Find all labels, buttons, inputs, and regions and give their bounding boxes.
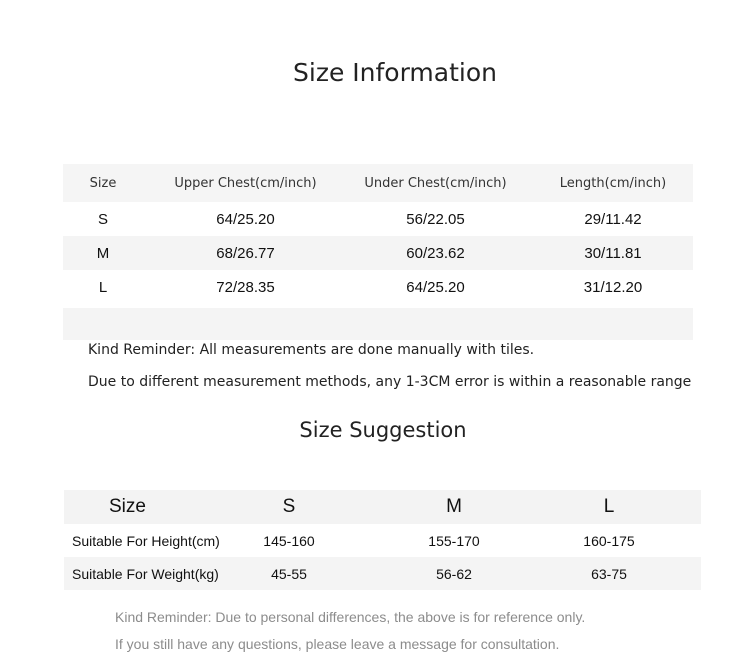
measurement-error-note: Due to different measurement methods, any 1-3CM error is within a reasonable range xyxy=(88,374,692,390)
row-label: Suitable For Height(cm) xyxy=(72,532,220,549)
length-cell: 29/11.42 xyxy=(584,210,642,228)
under-chest-cell: 56/22.05 xyxy=(406,210,465,228)
table-row xyxy=(63,270,693,304)
size-cell: L xyxy=(98,278,108,296)
header-under-chest: Under Chest(cm/inch) xyxy=(364,175,507,191)
table-row xyxy=(63,202,693,236)
header-s: S xyxy=(282,496,296,517)
size-information-table xyxy=(63,164,693,340)
table-row xyxy=(64,557,701,590)
s-cell: 45-55 xyxy=(271,565,307,582)
table-header-row xyxy=(63,164,693,202)
s-cell: 145-160 xyxy=(263,532,315,549)
header-l: L xyxy=(603,496,615,517)
table-header-row xyxy=(64,490,701,524)
l-cell: 63-75 xyxy=(591,565,627,582)
header-size: Size xyxy=(89,175,117,191)
under-chest-cell: 64/25.20 xyxy=(406,278,465,296)
size-suggestion-table xyxy=(64,490,701,590)
upper-chest-cell: 72/28.35 xyxy=(216,278,275,296)
header-upper-chest: Upper Chest(cm/inch) xyxy=(174,175,317,191)
upper-chest-cell: 68/26.77 xyxy=(216,244,275,262)
l-cell: 160-175 xyxy=(583,532,635,549)
length-cell: 31/12.20 xyxy=(583,278,643,296)
table-footer-band xyxy=(63,308,693,340)
size-suggestion-title: Size Suggestion xyxy=(299,418,467,442)
size-cell: M xyxy=(96,244,110,262)
m-cell: 56-62 xyxy=(436,565,472,582)
under-chest-cell: 60/23.62 xyxy=(406,244,465,262)
size-information-title: Size Information xyxy=(293,58,497,87)
measurement-reminder: Kind Reminder: All measurements are done manually with tiles. xyxy=(88,342,535,358)
header-length: Length(cm/inch) xyxy=(559,175,667,191)
consultation-note: If you still have any questions, please leave a message for consultation. xyxy=(115,636,560,652)
upper-chest-cell: 64/25.20 xyxy=(216,210,275,228)
length-cell: 30/11.81 xyxy=(584,244,642,262)
row-label: Suitable For Weight(kg) xyxy=(72,565,219,582)
header-size: Size xyxy=(109,496,146,517)
size-cell: S xyxy=(97,210,108,228)
header-m: M xyxy=(446,496,462,517)
m-cell: 155-170 xyxy=(428,532,480,549)
table-row xyxy=(64,524,701,557)
reference-note: Kind Reminder: Due to personal differences, the above is for reference only. xyxy=(115,609,586,625)
table-row xyxy=(63,236,693,270)
